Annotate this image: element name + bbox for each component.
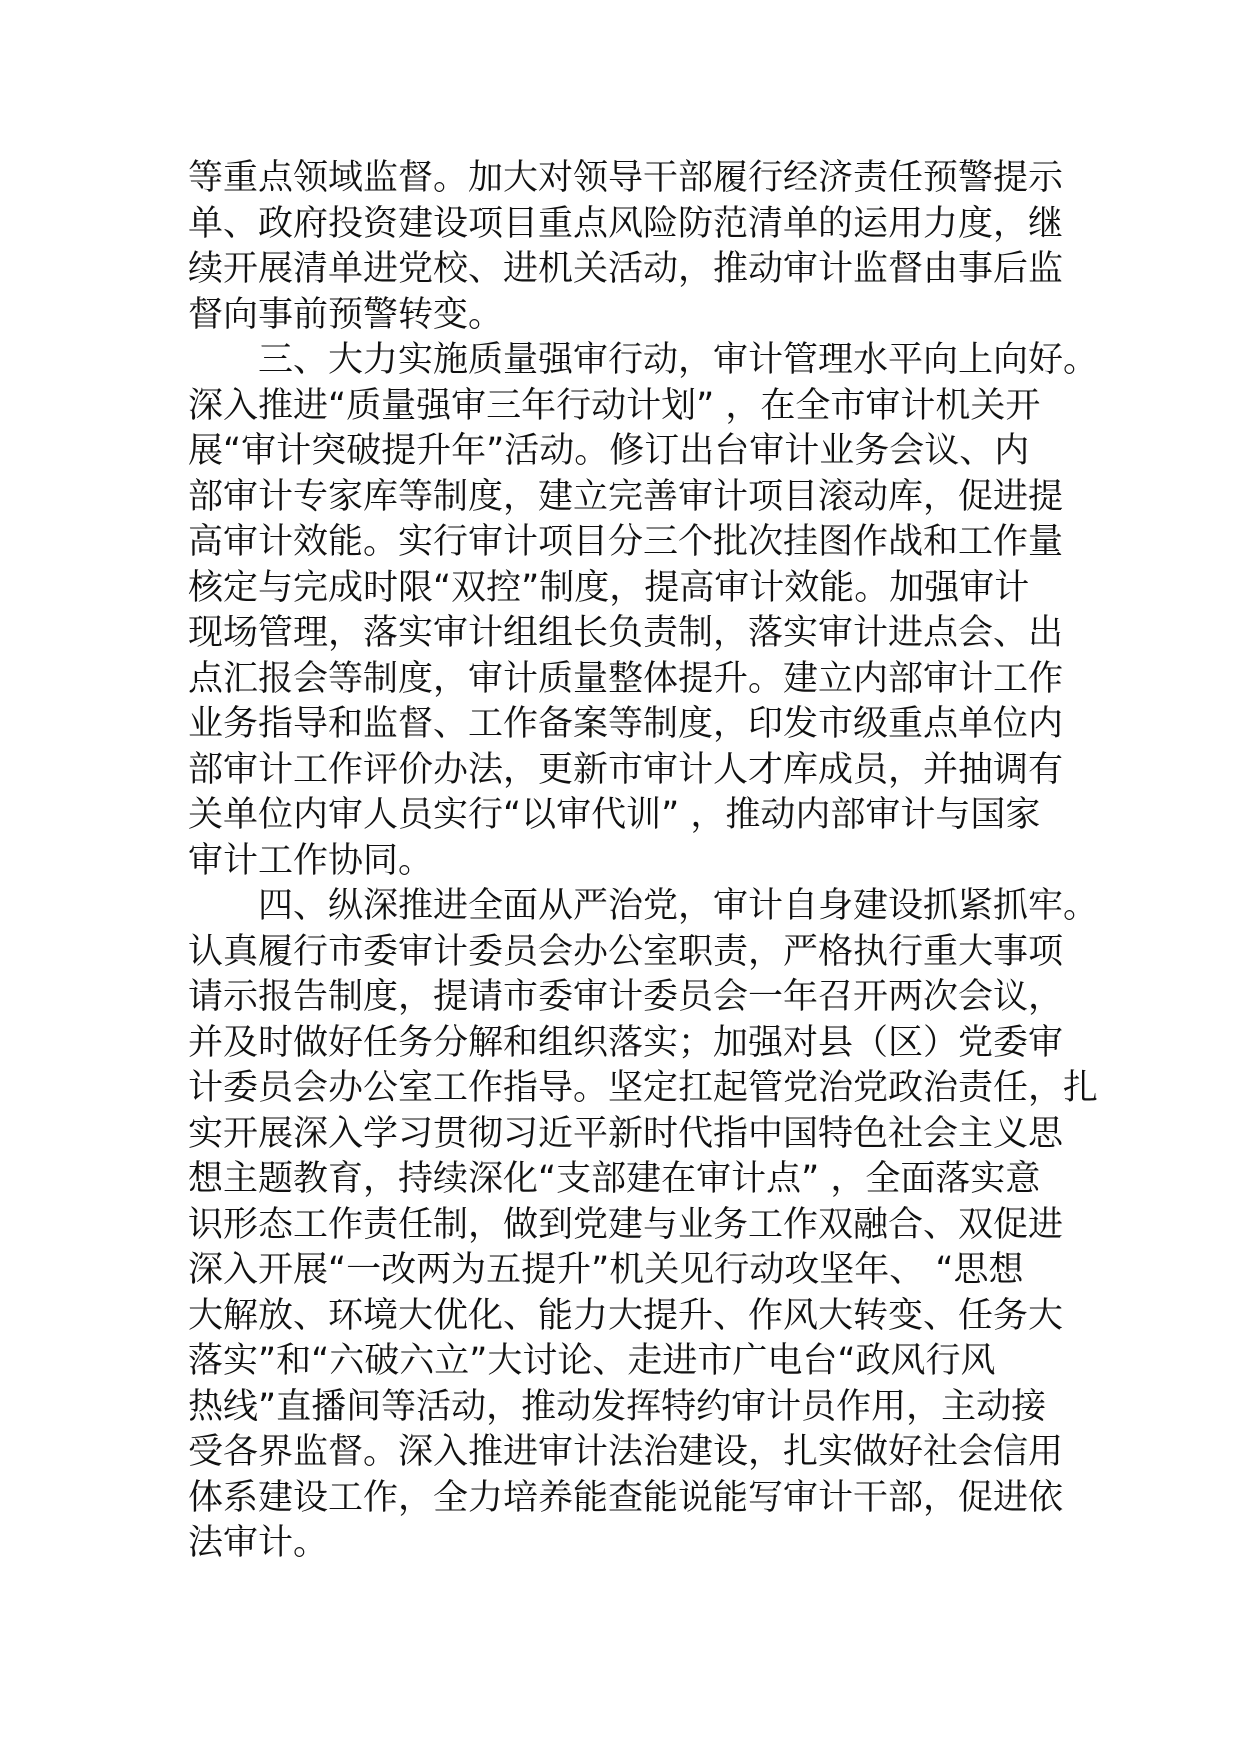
body-line: 法审计。 bbox=[188, 1523, 329, 1563]
body-line: 深入开展“一改两为五提升”机关见行动攻坚年、 “思想 bbox=[188, 1250, 1024, 1290]
body-line: 等重点领域监督。加大对领导干部履行经济责任预警提示 bbox=[188, 158, 1064, 198]
body-line: 关单位内审人员实行“以审代训” ，推动内部审计与国家 bbox=[188, 795, 1041, 835]
body-line: 深入推进“质量强审三年行动计划” ，在全市审计机关开 bbox=[188, 385, 1041, 426]
body-line: 续开展清单进党校、进机关活动，推动审计监督由事后监 bbox=[188, 249, 1064, 289]
body-line: 部审计专家库等制度，建立完善审计项目滚动库，促进提 bbox=[188, 476, 1064, 517]
body-line: 审计工作协同。 bbox=[188, 840, 434, 881]
document-body bbox=[188, 156, 1099, 1567]
body-line: 想主题教育，持续深化“支部建在审计点” ，全面落实意 bbox=[188, 1159, 1041, 1199]
body-line: 请示报告制度，提请市委审计委员会一年召开两次会议， bbox=[188, 977, 1064, 1017]
body-line: 大解放、环境大优化、能力大提升、作风大转变、任务大 bbox=[188, 1295, 1064, 1336]
body-line: 识形态工作责任制，做到党建与业务工作双融合、双促进 bbox=[188, 1204, 1064, 1245]
body-line: 现场管理，落实审计组组长负责制，落实审计进点会、出 bbox=[188, 613, 1064, 653]
body-line: 展“审计突破提升年”活动。修订出台审计业务会议、内 bbox=[188, 431, 1030, 471]
body-line: 热线”直播间等活动，推动发挥特约审计员作用，主动接 bbox=[188, 1386, 1047, 1427]
body-line: 部审计工作评价办法，更新市审计人才库成员，并抽调有 bbox=[188, 749, 1064, 790]
section-heading-line: 三、大力实施质量强审行动，审计管理水平向上向好。 bbox=[258, 340, 1099, 380]
body-line: 实开展深入学习贯彻习近平新时代指中国特色社会主义思 bbox=[188, 1113, 1064, 1154]
body-line: 督向事前预警转变。 bbox=[188, 294, 504, 335]
body-line: 认真履行市委审计委员会办公室职责，严格执行重大事项 bbox=[188, 931, 1064, 972]
body-line: 业务指导和监督、工作备案等制度，印发市级重点单位内 bbox=[188, 704, 1064, 744]
section-heading-line: 四、纵深推进全面从严治党，审计自身建设抓紧抓牢。 bbox=[258, 886, 1099, 926]
body-line: 并及时做好任务分解和组织落实；加强对县（区）党委审 bbox=[188, 1022, 1064, 1063]
body-line: 点汇报会等制度，审计质量整体提升。建立内部审计工作 bbox=[188, 658, 1064, 699]
body-line: 体系建设工作，全力培养能查能说能写审计干部，促进依 bbox=[188, 1477, 1064, 1518]
body-line: 落实”和“六破六立”大讨论、走进市广电台“政风行风 bbox=[188, 1341, 996, 1381]
body-line: 计委员会办公室工作指导。坚定扛起管党治党政治责任，扎 bbox=[188, 1068, 1099, 1108]
body-line: 核定与完成时限“双控”制度，提高审计效能。加强审计 bbox=[188, 567, 1030, 608]
body-line: 单、政府投资建设项目重点风险防范清单的运用力度，继 bbox=[188, 203, 1064, 244]
body-line: 高审计效能。实行审计项目分三个批次挂图作战和工作量 bbox=[188, 522, 1064, 562]
body-line: 受各界监督。深入推进审计法治建设，扎实做好社会信用 bbox=[188, 1432, 1064, 1472]
